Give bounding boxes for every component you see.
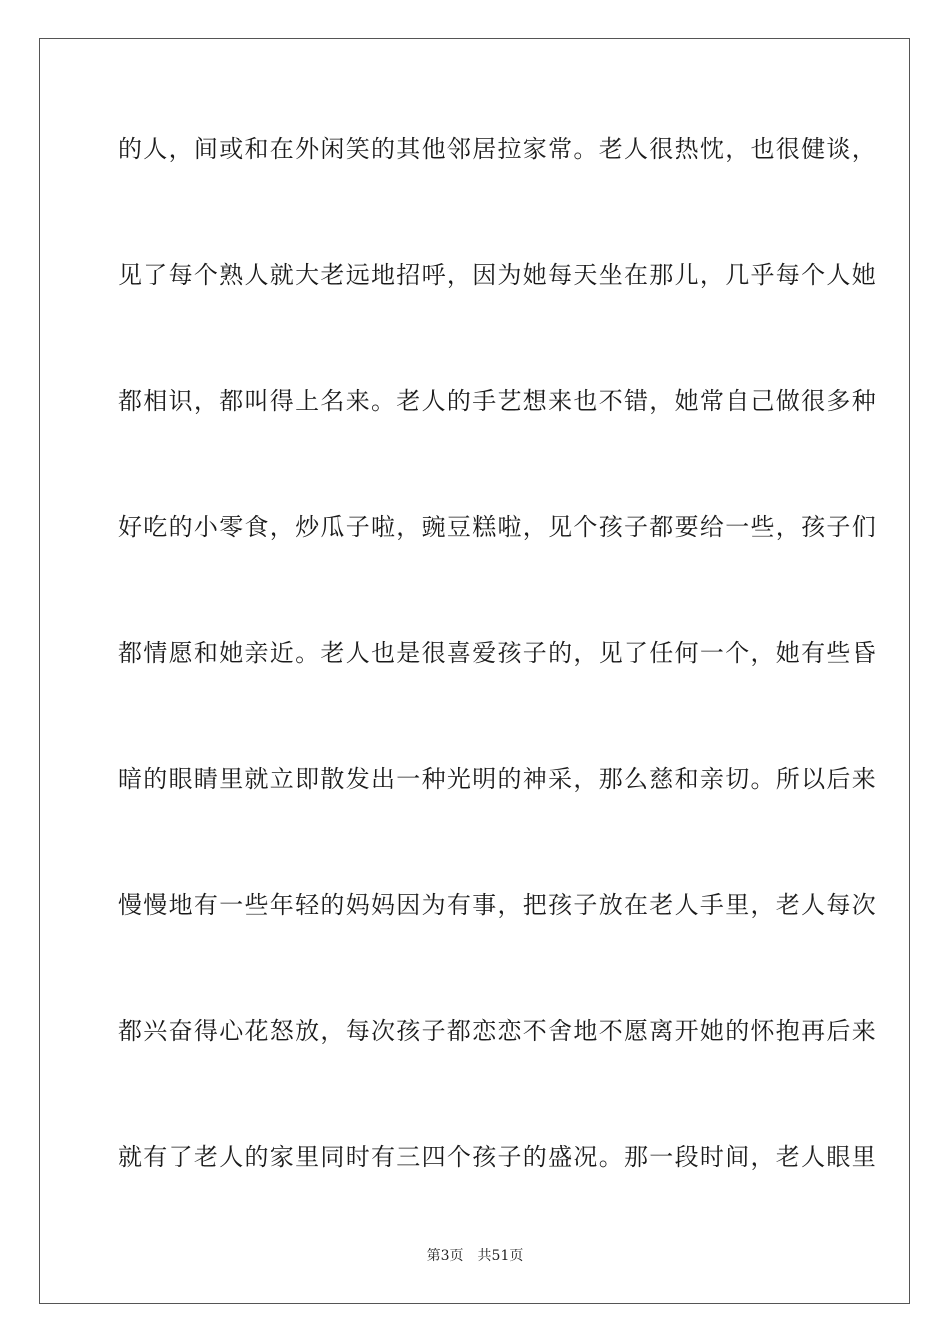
text-line: 的人，间或和在外闲笑的其他邻居拉家常。老人很热忱，也很健谈， xyxy=(118,135,877,163)
text-line: 都情愿和她亲近。老人也是很喜爱孩子的，见了任何一个，她有些昏 xyxy=(118,639,877,667)
text-line: 慢慢地有一些年轻的妈妈因为有事，把孩子放在老人手里，老人每次 xyxy=(118,891,877,919)
text-line: 都兴奋得心花怒放，每次孩子都恋恋不舍地不愿离开她的怀抱再后来 xyxy=(118,1017,877,1045)
text-line: 就有了老人的家里同时有三四个孩子的盛况。那一段时间，老人眼里 xyxy=(118,1143,877,1171)
text-line: 都相识，都叫得上名来。老人的手艺想来也不错，她常自己做很多种 xyxy=(118,387,877,415)
text-line: 暗的眼睛里就立即散发出一种光明的神采，那么慈和亲切。所以后来 xyxy=(118,765,877,793)
text-line: 见了每个熟人就大老远地招呼，因为她每天坐在那儿，几乎每个人她 xyxy=(118,261,877,289)
text-line: 好吃的小零食，炒瓜子啦，豌豆糕啦，见个孩子都要给一些，孩子们 xyxy=(118,513,877,541)
page-number: 第3页 xyxy=(426,1248,464,1264)
page-footer xyxy=(0,1245,950,1265)
document-body xyxy=(118,118,877,1252)
page-total: 共51页 xyxy=(477,1248,524,1264)
